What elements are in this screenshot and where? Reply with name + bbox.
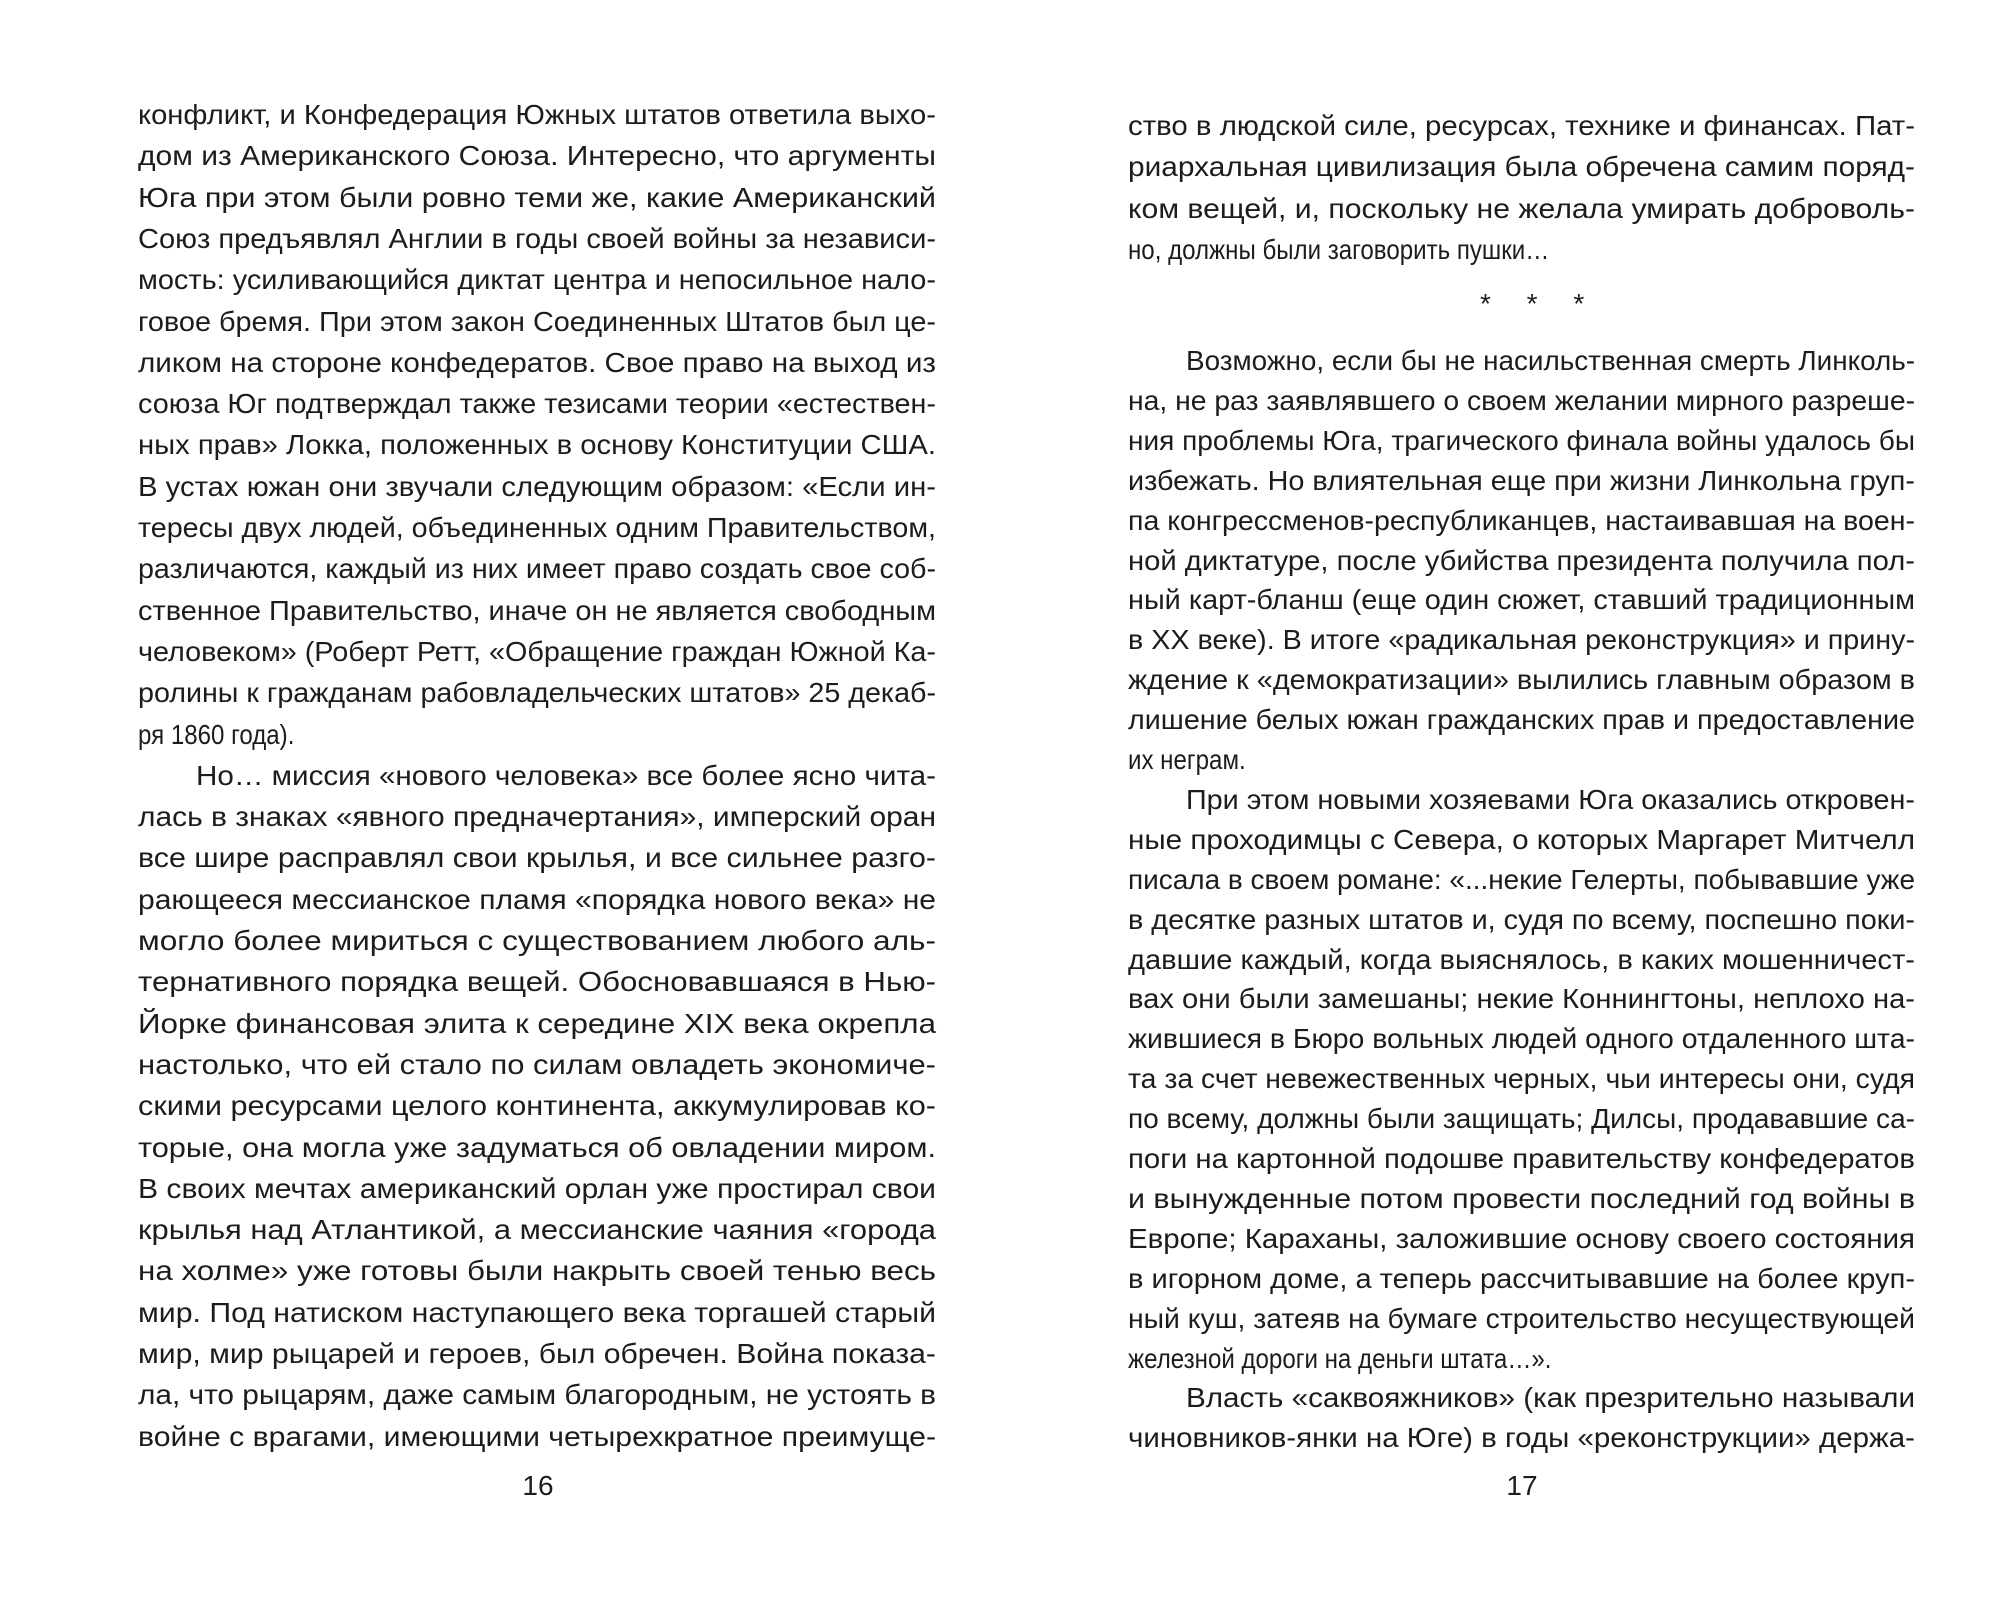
text-line xyxy=(1128,1418,1915,1458)
text-line-content: Европе; Караханы, заложившие основу своего состояния xyxy=(1128,1222,1915,1254)
text-line xyxy=(1128,580,1915,620)
text-line xyxy=(138,632,936,672)
text-line xyxy=(138,95,936,135)
text-line-content: ный куш, затеяв на бумаге строительство несуществующей xyxy=(1128,1302,1915,1334)
text-line xyxy=(138,1004,937,1044)
text-line-content: войне с врагами, имеющими четырехкратное преимуще- xyxy=(138,1420,936,1452)
text-line xyxy=(138,962,937,1002)
text-line-content: чиновников-янки на Юге) в годы «реконструкции» держа- xyxy=(1128,1422,1915,1454)
text-line-content: на, не раз заявлявшего о своем желании мирного разреше- xyxy=(1128,384,1915,416)
text-line-content: ролины к гражданам рабовладельческих штатов» 25 декаб- xyxy=(138,677,936,709)
text-line xyxy=(138,1045,936,1085)
text-line xyxy=(1128,147,1915,187)
text-line-content: мир, мир рыцарей и героев, был обречен. Война показа- xyxy=(138,1338,936,1369)
text-line xyxy=(138,508,936,548)
text-line xyxy=(138,1128,937,1168)
text-line xyxy=(1128,1139,1915,1179)
text-line-content: конфликт, и Конфедерация Южных штатов ответила выхо- xyxy=(138,99,936,130)
text-line xyxy=(1128,230,1618,270)
text-line-content: ные проходимцы с Севера, о которых Маргарет Митчелл xyxy=(1128,823,1915,855)
text-line xyxy=(1128,860,1916,900)
text-line xyxy=(1128,421,1915,461)
text-line-content: писала в своем романе: «...некие Гелерты, побывавшие уже xyxy=(1128,863,1915,895)
text-line-content: в XX веке). В итоге «радикальная реконструкция» и прину- xyxy=(1128,624,1915,656)
text-line xyxy=(138,1293,936,1333)
text-line xyxy=(138,178,936,218)
text-line-content: в десятке разных штатов и, судя по всему, поспешно поки- xyxy=(1128,903,1915,935)
text-line-content: крылья над Атлантикой, а мессианские чаяния «города xyxy=(138,1214,936,1246)
text-line xyxy=(1128,820,1915,860)
text-line-content: Союз предъявлял Англии в годы своей войны за независи- xyxy=(138,222,936,254)
text-line-content: союза Юг подтверждал также тезисами теории «естествен- xyxy=(138,388,937,420)
text-line-content: ла, что рыцарям, даже самым благородным, не устоять в xyxy=(138,1379,936,1411)
text-line-content: ликом на стороне конфедератов. Свое право на выход из xyxy=(138,346,936,378)
text-line xyxy=(1128,461,1915,501)
text-line xyxy=(138,260,936,300)
text-line-content: и вынужденные потом провести последний год войны в xyxy=(1128,1182,1915,1214)
text-line xyxy=(1128,940,1915,980)
text-line-content: по всему, должны были защищать; Дилсы, продававшие са- xyxy=(1128,1103,1915,1135)
text-line-content: человеком» (Роберт Ретт, «Обращение граждан Южной Ка- xyxy=(138,635,936,667)
text-line xyxy=(138,467,937,507)
text-line xyxy=(1128,1339,1620,1379)
text-line xyxy=(1128,1219,1915,1259)
text-line-content: на холме» уже готовы были накрыть своей тенью весь xyxy=(138,1255,936,1287)
text-line-content: При этом новыми хозяевами Юга оказались откровен- xyxy=(1186,783,1915,815)
text-line xyxy=(138,838,936,878)
page-number: 17 xyxy=(1506,1470,1538,1501)
text-line-content: железной дороги на деньги штата…». xyxy=(1128,1342,1552,1374)
text-line-content: дом из Американского Союза. Интересно, что аргументы xyxy=(138,140,936,172)
text-line xyxy=(138,1251,936,1291)
text-line xyxy=(1186,780,1915,820)
text-line-content: Власть «саквояжников» (как презрительно называли xyxy=(1186,1382,1915,1414)
text-line-content: ния проблемы Юга, трагического финала войны удалось бы xyxy=(1128,424,1915,456)
text-line xyxy=(138,1086,937,1126)
text-line xyxy=(1128,1059,1915,1099)
text-line xyxy=(138,384,937,424)
text-line xyxy=(1186,341,1919,381)
text-line-content: Юга при этом были ровно теми же, какие Американский xyxy=(138,181,936,213)
text-line xyxy=(1128,1299,1915,1339)
text-line-content: В устах южан они звучали следующим образом: «Если ин- xyxy=(138,470,937,502)
text-line-content: их неграм. xyxy=(1128,744,1246,775)
right-page xyxy=(1000,0,2000,1624)
text-line xyxy=(138,1169,936,1209)
text-line xyxy=(138,219,936,259)
text-line-content: Но… миссия «нового человека» все более ясно чита- xyxy=(196,759,936,791)
text-line-content: ждение к «демократизации» вылились главным образом в xyxy=(1128,664,1915,696)
text-line-content: ных прав» Локка, положенных в основу Конституции США. xyxy=(138,429,936,461)
text-line-content: настолько, что ей стало по силам овладеть экономиче- xyxy=(138,1048,936,1080)
text-line xyxy=(138,136,936,176)
text-line xyxy=(1128,381,1915,421)
text-line xyxy=(138,425,936,465)
text-line-content: ство в людской силе, ресурсах, технике и финансах. Пат- xyxy=(1128,110,1915,141)
text-line xyxy=(1128,979,1915,1019)
text-line xyxy=(1128,189,1915,229)
text-line xyxy=(138,1334,936,1374)
text-line-content: рающееся мессианское пламя «порядка нового века» не xyxy=(138,883,937,915)
text-line-content: вах они были замешаны; некие Коннингтоны, неплохо на- xyxy=(1128,983,1915,1015)
text-line-content: могло более мириться с существованием любого аль- xyxy=(138,925,936,956)
text-line xyxy=(138,591,937,631)
text-line xyxy=(1186,1378,1915,1418)
text-line-content: различаются, каждый из них имеет право создать свое соб- xyxy=(138,553,936,585)
text-line-content: лишение белых южан гражданских прав и предоставление xyxy=(1128,704,1915,736)
text-line-content: па конгрессменов-республиканцев, настаивавшая на воен- xyxy=(1128,504,1915,536)
text-line xyxy=(1128,620,1915,660)
text-line-content: все шире расправлял свои крылья, и все сильнее разго- xyxy=(138,842,936,874)
text-line-content: та за счет невежественных черных, чьи интересы они, судя xyxy=(1128,1063,1915,1095)
text-line-content: ной диктатуре, после убийства президента получила пол- xyxy=(1128,544,1915,576)
text-line xyxy=(138,549,936,589)
text-line xyxy=(138,673,936,713)
text-line-content: Йорке финансовая элита к середине XIX века окрепла xyxy=(138,1007,937,1039)
text-line-content: мир. Под натиском наступающего века торгашей старый xyxy=(138,1296,936,1328)
text-line xyxy=(138,343,936,383)
text-line-content: ком вещей, и, поскольку не желала умирать доброволь- xyxy=(1128,192,1915,224)
text-line xyxy=(1128,1099,1914,1139)
text-line xyxy=(138,1375,936,1415)
text-line xyxy=(138,921,936,961)
section-separator: * * * xyxy=(1480,288,1599,319)
text-line xyxy=(138,302,936,342)
text-line xyxy=(1128,1019,1915,1059)
text-line xyxy=(138,1210,936,1250)
text-line xyxy=(138,880,937,920)
text-line-content: В своих мечтах американский орлан уже простирал свои xyxy=(138,1172,936,1204)
text-line-content: ря 1860 года). xyxy=(138,718,295,750)
text-line xyxy=(1128,700,1915,740)
text-line-content: тересы двух людей, объединенных одним Правительством, xyxy=(138,512,936,543)
text-line-content: давшие каждый, когда выяснялось, в каких мошенничест- xyxy=(1128,943,1915,975)
text-line-content: избежать. Но влиятельная еще при жизни Линкольна груп- xyxy=(1128,464,1915,496)
text-line-content: в игорном доме, а теперь рассчитывавшие на более круп- xyxy=(1128,1262,1915,1294)
text-line-content: торые, она могла уже задуматься об овладении миром. xyxy=(138,1131,937,1163)
text-line-content: мость: усиливающийся диктат центра и непосильное нало- xyxy=(138,264,936,296)
text-line-content: риархальная цивилизация была обречена самим поряд- xyxy=(1128,151,1915,183)
text-line xyxy=(138,1417,936,1457)
text-line-content: поги на картонной подошве правительству конфедератов xyxy=(1128,1143,1915,1174)
text-line-content: лась в знаках «явного предначертания», имперский оран xyxy=(138,801,936,833)
text-line-content: Возможно, если бы не насильственная смерть Линколь- xyxy=(1186,345,1915,376)
text-line-content: жившиеся в Бюро вольных людей одного отдаленного шта- xyxy=(1128,1023,1915,1055)
text-line xyxy=(1128,501,1915,541)
text-line xyxy=(1128,106,1915,146)
text-line-content: ственное Правительство, иначе он не является свободным xyxy=(138,594,937,626)
page-number: 16 xyxy=(522,1470,554,1501)
text-line xyxy=(1128,900,1915,940)
text-line xyxy=(1128,541,1915,581)
text-line-content: но, должны были заговорить пушки… xyxy=(1128,233,1550,265)
text-line xyxy=(138,715,320,755)
text-line xyxy=(1128,1259,1915,1299)
text-line-content: скими ресурсами целого континента, аккумулировав ко- xyxy=(138,1090,937,1122)
text-line xyxy=(138,797,936,837)
text-line xyxy=(196,756,936,796)
text-line xyxy=(1128,740,1265,780)
text-line-content: тернативного порядка вещей. Обосновавшаяся в Нью- xyxy=(138,966,937,998)
text-line xyxy=(1128,1179,1915,1219)
text-line-content: ный карт-бланш (еще один сюжет, ставший традиционным xyxy=(1128,584,1915,616)
text-line xyxy=(1128,660,1915,700)
text-line-content: говое бремя. При этом закон Соединенных Штатов был це- xyxy=(138,305,936,337)
